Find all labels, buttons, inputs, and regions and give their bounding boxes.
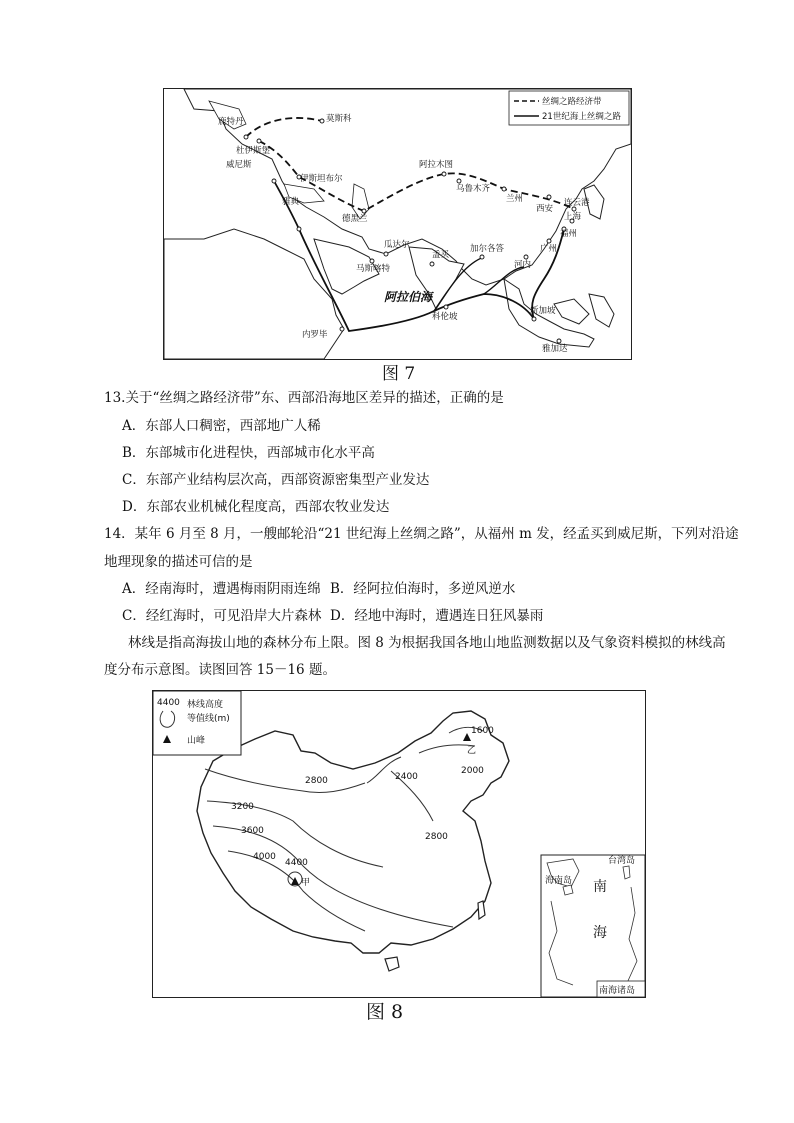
question-14-option-c: C．经红海时，可见沿岸大片森林 (122, 608, 322, 624)
sulawesi-land (589, 294, 614, 327)
city-fuzhou: 福州 (560, 229, 578, 239)
city-singapore: 新加坡 (530, 306, 556, 316)
isoline-label-3600: 3600 (241, 826, 264, 836)
peak-jia-value: 4400 (285, 858, 308, 868)
question-13-option-b: B．东部城市化进程快，西部城市化水平高 (122, 445, 375, 461)
treeline-intro-line2: 度分布示意图。读图回答 15－16 题。 (104, 662, 336, 678)
legend-isoline-value: 4400 (157, 698, 180, 708)
city-nairobi: 内罗毕 (302, 330, 328, 340)
figure-8-caption: 图 8 (366, 1001, 404, 1023)
question-13-option-c: C．东部产业结构层次高，西部资源密集型产业发达 (122, 472, 430, 488)
peak-jia-label: 甲 (301, 878, 311, 888)
inset-nan-label: 南 (593, 879, 607, 895)
isoline-label-2400: 2400 (395, 772, 418, 782)
city-moscow: 莫斯科 (326, 114, 352, 124)
question-14-option-a: A．经南海时，遭遇梅雨阴雨连绵 (122, 581, 321, 597)
fig7-legend (509, 91, 629, 125)
taiwan-island (478, 901, 485, 919)
hainan-island (385, 957, 399, 971)
arabian-sea-label: 阿拉伯海 (384, 290, 433, 304)
peak-yi-label: 乙 (467, 746, 477, 756)
figure-7-silk-road-map (163, 88, 632, 360)
city-mumbai: 孟买 (432, 250, 450, 260)
legend-solid-label: 21世纪海上丝绸之路 (542, 112, 621, 122)
city-lianyungang: 连云港 (564, 198, 590, 208)
city-kolkata: 加尔各答 (470, 244, 505, 254)
city-duisburg: 杜伊斯堡 (236, 146, 271, 156)
figure-7-caption: 图 7 (382, 364, 416, 384)
city-xian: 西安 (536, 204, 554, 214)
city-urumqi: 乌鲁木齐 (456, 184, 491, 194)
city-jakarta: 雅加达 (542, 344, 568, 354)
legend-peak-label: 山峰 (187, 736, 206, 746)
city-almaty: 阿拉木图 (419, 160, 454, 170)
isoline-label-1600: 1600 (471, 726, 494, 736)
question-13-option-a: A．东部人口稠密，西部地广人稀 (122, 418, 321, 434)
inset-hai-label: 海 (593, 925, 607, 941)
treeline-map-svg (153, 691, 645, 997)
city-muscat: 马斯喀特 (356, 264, 391, 274)
legend-dashed-label: 丝绸之路经济带 (542, 97, 602, 107)
city-gwadar: 瓜达尔 (384, 240, 410, 250)
isoline-label-2800-east: 2800 (425, 832, 448, 842)
treeline-intro-line1: 林线是指高海拔山地的森林分布上限。图 8 为根据我国各地山地监测数据以及气象资料模拟的林线高 (128, 635, 726, 651)
city-guangzhou: 广州 (540, 244, 558, 254)
isoline-label-4000: 4000 (253, 852, 276, 862)
city-venice: 威尼斯 (226, 160, 252, 170)
city-colombo: 科伦坡 (432, 312, 458, 322)
isoline-label-2000: 2000 (461, 766, 484, 776)
city-athens: 雅典 (282, 197, 300, 207)
question-14-option-d: D．经地中海时，遭遇连日狂风暴雨 (330, 608, 544, 624)
legend-isoline-label-2: 等值线(m) (187, 714, 230, 724)
borneo-land (554, 299, 589, 324)
inset-taiwan-label: 台湾岛 (608, 856, 636, 866)
city-shanghai: 上海 (564, 212, 582, 222)
inset-islands-label: 南海诸岛 (599, 986, 636, 996)
city-tehran: 德黑兰 (342, 214, 368, 224)
inset-hainan (563, 885, 573, 895)
figure-8-treeline-map (152, 690, 646, 998)
legend-isoline-label-1: 林线高度 (187, 700, 224, 710)
question-13-option-d: D．东部农业机械化程度高，西部农牧业发达 (122, 499, 390, 515)
fig8-legend (153, 691, 241, 755)
city-lanzhou: 兰州 (506, 194, 524, 204)
isoline-label-3200: 3200 (231, 802, 254, 812)
question-14-option-b: B．经阿拉伯海时，多逆风逆水 (330, 581, 516, 597)
city-istanbul: 伊斯坦布尔 (300, 174, 343, 184)
silk-road-map-svg (164, 89, 631, 359)
inset-hainan-label: 海南岛 (545, 876, 573, 886)
city-hanoi: 河内 (514, 260, 532, 270)
south-china-sea-inset (541, 854, 645, 997)
isoline-label-2800: 2800 (305, 776, 328, 786)
city-rotterdam: 鹿特丹 (218, 117, 244, 127)
question-14-stem-line1: 14．某年 6 月至 8 月，一艘邮轮沿“21 世纪海上丝绸之路”，从福州 m 发，经孟买到威尼斯，下列对沿途 (104, 526, 739, 542)
question-14-stem-line2: 地理现象的描述可信的是 (104, 554, 253, 570)
question-13-stem: 13.关于“丝绸之路经济带”东、西部沿海地区差异的描述，正确的是 (104, 390, 504, 406)
